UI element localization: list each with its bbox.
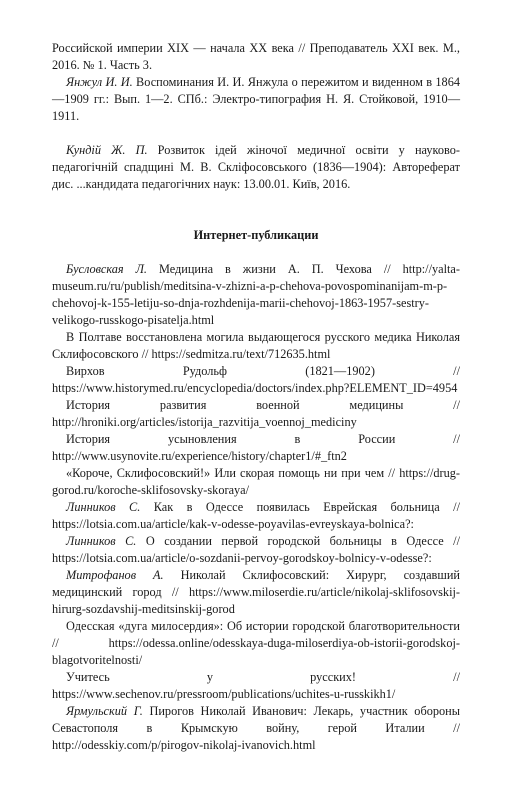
reference-entry — [52, 261, 460, 329]
reference-entry — [52, 329, 460, 363]
reference-author: Линников С. — [66, 534, 137, 548]
reference-text: «Короче, Склифосовский!» Или скорая помощь ни при чем // https://drug-gorod.ru/koroche-sklifosovsky-skoraya/ — [52, 466, 460, 497]
reference-text: Как в Одессе появилась Еврейская больница // https://lotsia.com.ua/article/kak-v-odesse-poyavilas-evreyskaya-bolnica?: — [52, 500, 460, 531]
reference-entry — [52, 669, 460, 703]
bibliography-page — [52, 40, 460, 754]
reference-text: В Полтаве восстановлена могила выдающегося русского медика Николая Склифосовского // https://sedmitza.ru/text/712635.html — [52, 330, 460, 361]
reference-author: Кундій Ж. П. — [66, 143, 148, 157]
reference-entry — [52, 618, 460, 669]
reference-text: История усыновления в России // http://www.usynovite.ru/experience/history/chapter1/#_ftn2 — [52, 432, 460, 463]
reference-text: Учитесь у русских! // https://www.sechenov.ru/pressroom/publications/uchites-u-russkikh1/ — [52, 670, 460, 701]
reference-author: Янжул И. И. — [66, 75, 133, 89]
reference-entry — [52, 703, 460, 754]
spacer — [52, 193, 460, 227]
reference-text: История развития военной медицины // http://hroniki.org/articles/istorija_razvitija_voennoj_mediciny — [52, 398, 460, 429]
reference-entry — [52, 499, 460, 533]
reference-author: Бусловская Л. — [66, 262, 147, 276]
reference-author: Ярмульский Г. — [66, 704, 143, 718]
spacer — [52, 125, 460, 142]
reference-entry — [52, 363, 460, 397]
reference-entry — [52, 533, 460, 567]
reference-entry — [52, 74, 460, 125]
reference-text: Медицина в жизни А. П. Чехова // http://yalta-museum.ru/ru/publish/meditsina-v-zhizni-a-p-chehova-povospominanijam-m-p-chehovoj-k-155-letiju-so-dnja-rozhdenija-marii-chehovoj-1863-1957-sestry-velikogo-russkogo-pisatelja.html — [52, 262, 460, 327]
reference-entry — [52, 397, 460, 431]
section-heading: Интернет-публикации — [193, 228, 319, 242]
reference-entry — [52, 431, 460, 465]
reference-text: Николай Склифосовский: Хирург, создавший медицинский город // https://www.miloserdie.ru/article/nikolaj-sklifosovskij-hirurg-sozdavshij-meditsinskij-gorod — [52, 568, 460, 616]
reference-text: Одесская «дуга милосердия»: Об истории городской благотворительности // https://odessa.online/odesskaya-duga-miloserdiya-ob-istorii-gorodskoj-blagotvoritelnosti/ — [52, 619, 460, 667]
reference-text: Пирогов Николай Иванович: Лекарь, участник обороны Севастополя в Крымскую войну, герой Италии // http://odesskiy.com/p/pirogov-nikolaj-ivanovich.html — [52, 704, 461, 752]
reference-entry — [52, 567, 460, 618]
internet-references-list — [52, 261, 460, 754]
reference-text: Розвиток ідей жіночої медичної освіти у науково-педагогічній спадщині М. В. Скліфосовського (1836—1904): Автореферат дис. ...кандидата педагогічних наук: 13.00.01. Київ, 2016. — [52, 143, 460, 191]
reference-author: Линников С. — [66, 500, 141, 514]
reference-entry — [52, 142, 460, 193]
reference-text: О создании первой городской больницы в Одессе // https://lotsia.com.ua/article/o-sozdanii-pervoy-gorodskoy-bolnicy-v-odesse?: — [52, 534, 460, 565]
reference-text: Воспоминания И. И. Янжула о пережитом и виденном в 1864—1909 гг.: Вып. 1—2. СПб.: Электро-типография Н. Я. Стойковой, 1910—1911. — [52, 75, 460, 123]
reference-text: Вирхов Рудольф (1821—1902) // https://www.historymed.ru/encyclopedia/doctors/index.php?ELEMENT_ID=4954 — [52, 364, 460, 395]
reference-author: Митрофанов А. — [66, 568, 164, 582]
reference-entry — [52, 465, 460, 499]
reference-continuation: Российской империи XIX — начала XX века // Преподаватель XXI век. М., 2016. № 1. Часть 3. — [52, 41, 460, 72]
